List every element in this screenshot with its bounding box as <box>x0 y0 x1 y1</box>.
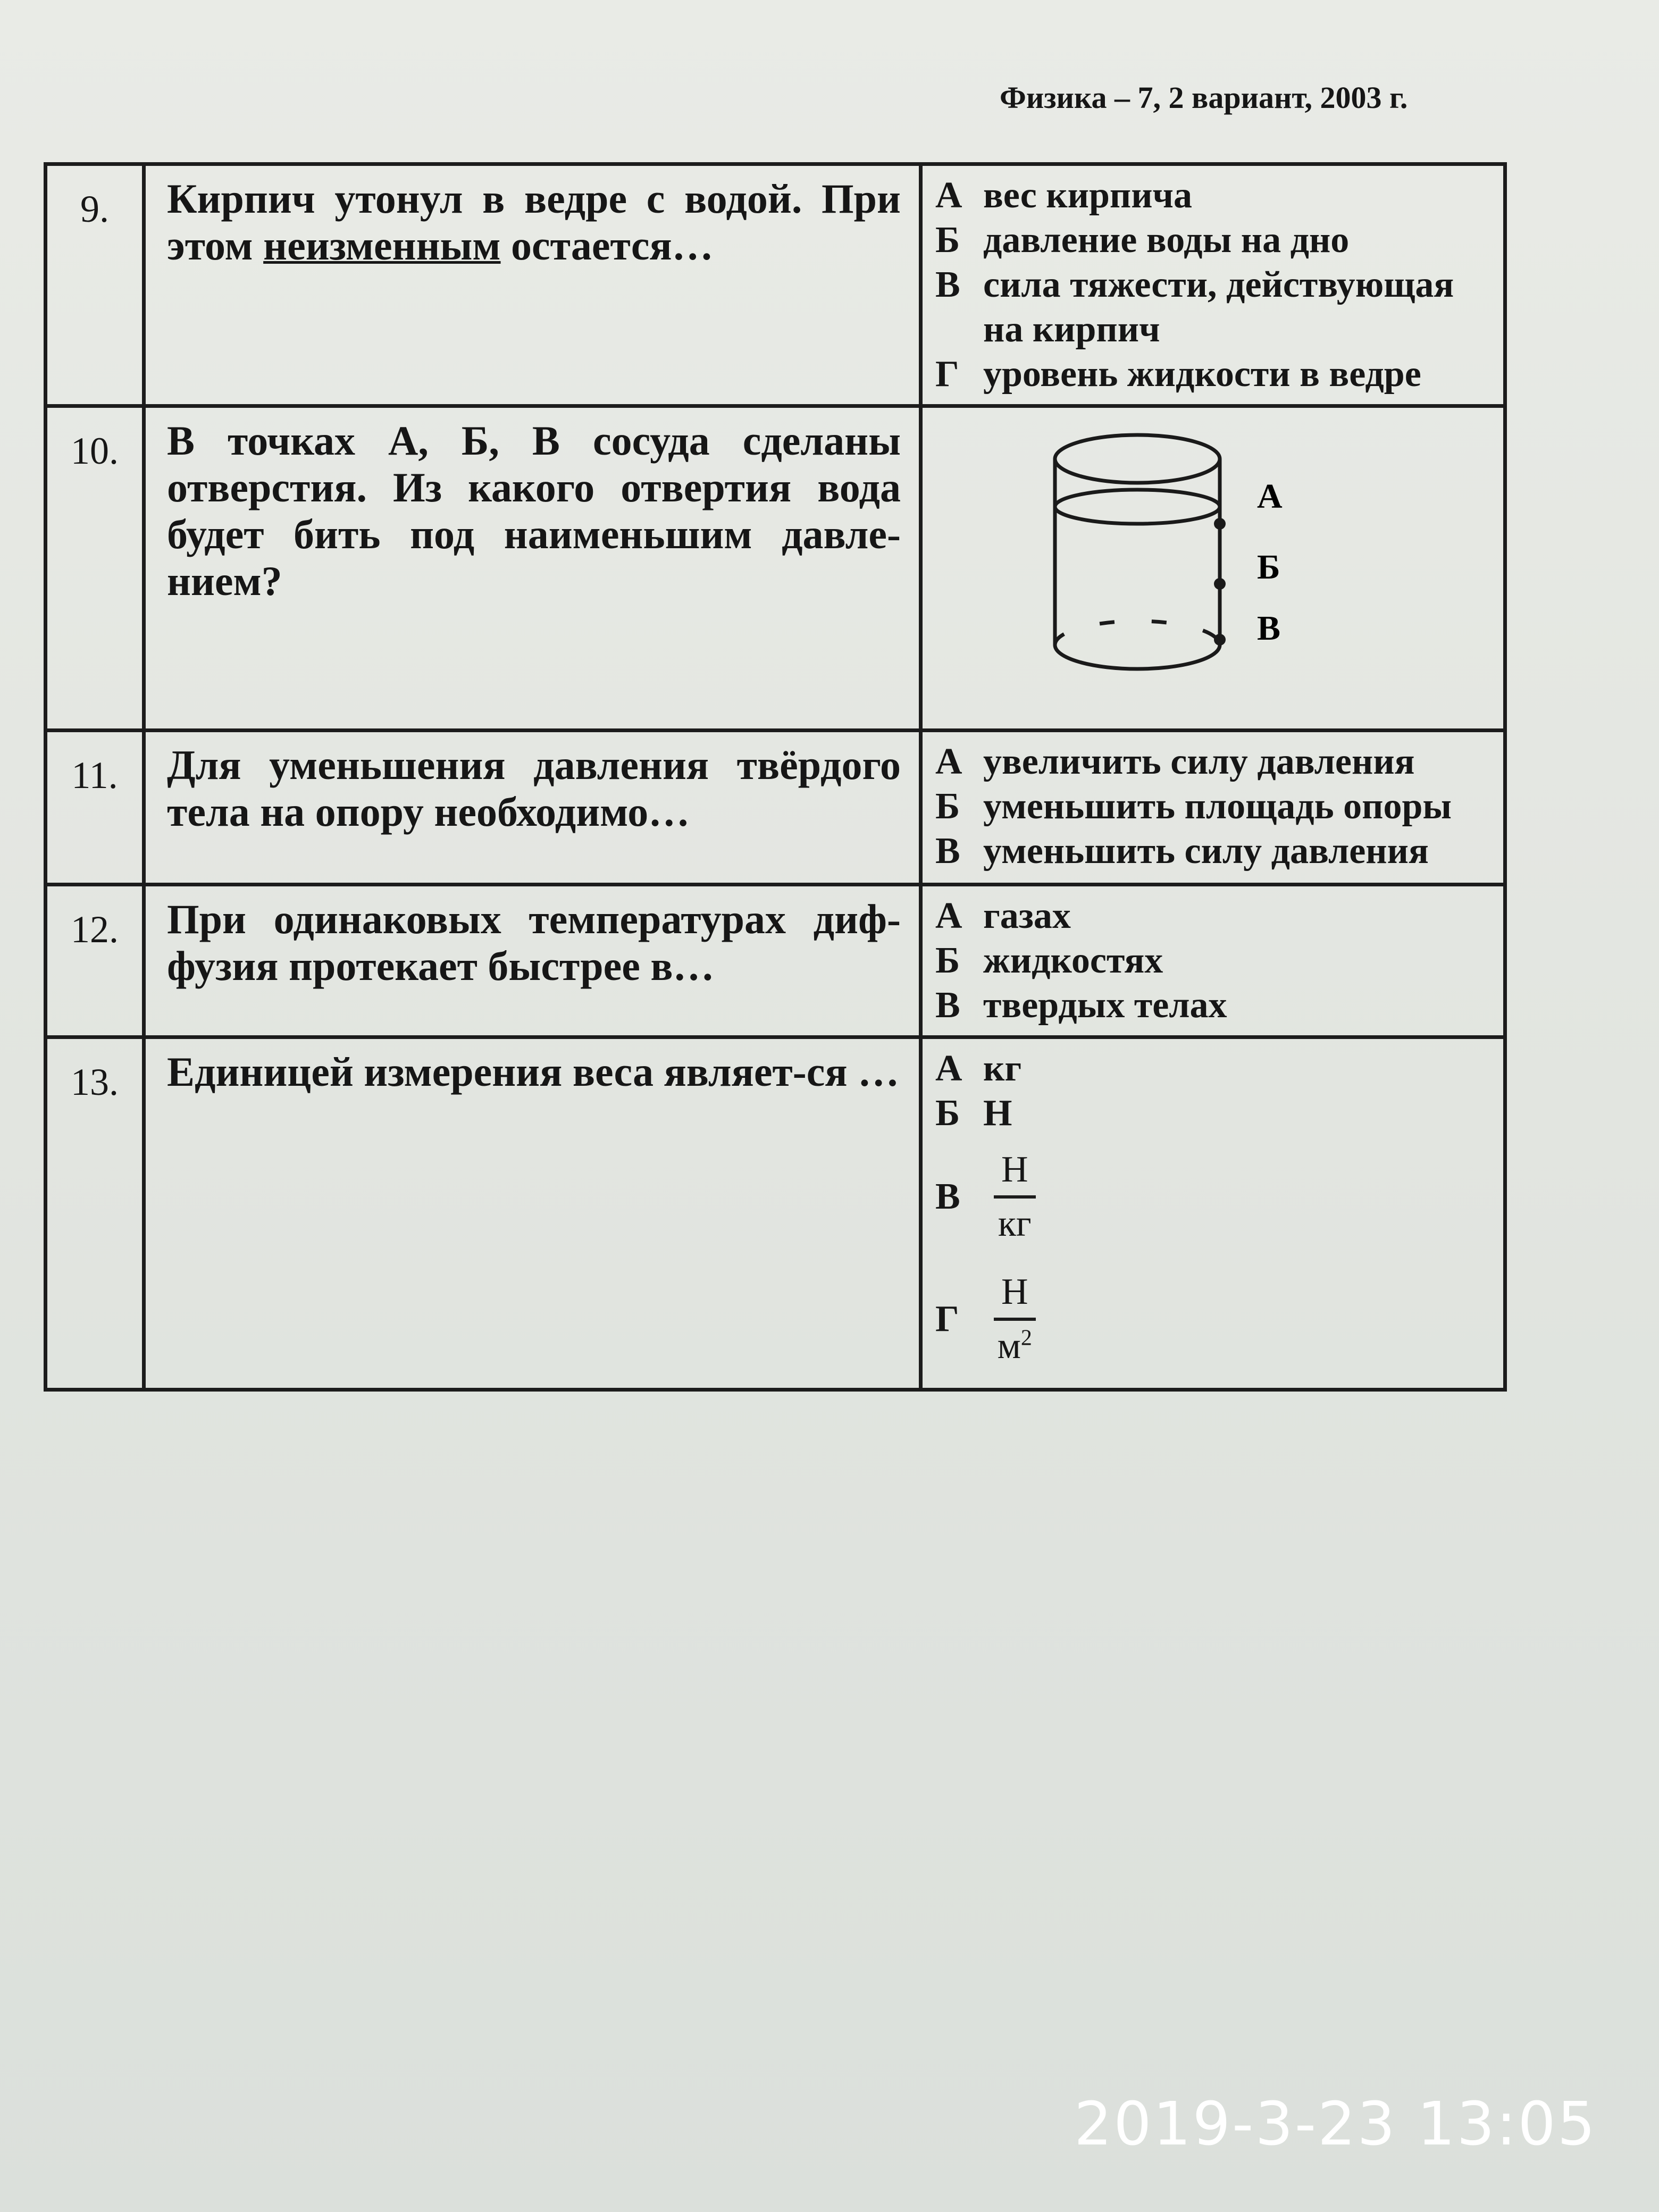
option-a <box>935 740 1492 784</box>
hole-a <box>1214 518 1226 530</box>
question-row-11 <box>46 731 1505 885</box>
option-text-continued: на кирпич <box>983 309 1160 350</box>
question-text-part: остается… <box>500 222 714 269</box>
option-letter: А <box>935 1048 962 1089</box>
option-text: вес кирпича <box>983 175 1193 216</box>
option-text: жидкостях <box>983 940 1163 981</box>
question-number: 10. <box>46 406 144 731</box>
vessel-bottom-back <box>1055 621 1220 645</box>
answer-options <box>921 731 1505 885</box>
question-text: Для уменьшения давления твёрдого тела на опору необходимо… <box>144 731 921 885</box>
answer-options <box>921 164 1505 406</box>
option-letter: А <box>935 895 962 936</box>
label-a: А <box>1257 477 1283 516</box>
option-b <box>935 1091 1492 1136</box>
option-text: Н <box>983 1093 1012 1134</box>
question-number: 11. <box>46 731 144 885</box>
option-letter: Г <box>935 1298 959 1339</box>
question-row-13 <box>46 1037 1505 1390</box>
water-surface <box>1055 490 1220 524</box>
fraction <box>994 1144 1036 1250</box>
option-text: твердых телах <box>983 985 1227 1026</box>
option-b <box>935 939 1492 983</box>
option-letter: В <box>935 1176 960 1217</box>
option-text: уровень жидкости в ведре <box>983 354 1421 395</box>
page-header: Физика – 7, 2 вариант, 2003 г. <box>1000 80 1408 115</box>
option-text: кг <box>983 1048 1022 1089</box>
question-text: Единицей измерения веса являет-ся … <box>144 1037 921 1390</box>
option-v <box>935 983 1492 1028</box>
option-g <box>935 1258 1492 1380</box>
option-text: уменьшить площадь опоры <box>983 786 1452 827</box>
vessel-bottom-front <box>1055 645 1220 669</box>
fraction-denominator: кг <box>998 1203 1032 1244</box>
fraction-numerator: Н <box>994 1267 1036 1321</box>
question-row-9 <box>46 164 1505 406</box>
question-row-12 <box>46 885 1505 1037</box>
question-text-part: В точках <box>167 417 389 464</box>
vessel-diagram <box>1052 427 1329 703</box>
hole-b <box>1214 578 1226 590</box>
points-label: А, Б, В <box>388 417 560 464</box>
option-letter: Б <box>935 1093 960 1134</box>
option-text: увеличить силу давления <box>983 741 1415 782</box>
question-number: 13. <box>46 1037 144 1390</box>
option-letter: Б <box>935 940 960 981</box>
denominator-base: м <box>997 1326 1021 1367</box>
question-text-part: Кирпич утонул в ведре с водой. При этом <box>167 175 901 269</box>
label-b: Б <box>1257 548 1280 586</box>
option-letter: В <box>935 831 960 872</box>
hole-v <box>1214 634 1226 646</box>
option-text: сила тяжести, действующая <box>983 264 1454 305</box>
option-a <box>935 894 1492 939</box>
option-b <box>935 784 1492 829</box>
option-v <box>935 829 1492 874</box>
fraction <box>994 1267 1036 1372</box>
option-letter: Б <box>935 220 960 261</box>
option-letter: Б <box>935 786 960 827</box>
option-letter: А <box>935 741 962 782</box>
denominator-exponent: 2 <box>1020 1326 1032 1351</box>
question-text <box>144 164 921 406</box>
answer-options <box>921 885 1505 1037</box>
option-letter: В <box>935 264 960 305</box>
question-row-10 <box>46 406 1505 731</box>
label-v: В <box>1257 609 1281 648</box>
quiz-table <box>44 162 1507 1392</box>
question-number: 9. <box>46 164 144 406</box>
option-a <box>935 1046 1492 1091</box>
option-letter: А <box>935 175 962 216</box>
question-text: При одинаковых температурах диф-фузия протекает быстрее в… <box>144 885 921 1037</box>
fraction-numerator: Н <box>994 1144 1036 1199</box>
option-text: давление воды на дно <box>983 220 1350 261</box>
option-v <box>935 1136 1492 1258</box>
photo-timestamp: 2019-3-23 13:05 <box>1074 2090 1597 2159</box>
question-text-part: сосуда сделаны отверстия. Из какого отвертия вода будет бить под наименьшим давле-нием? <box>167 417 901 604</box>
option-text: уменьшить силу давления <box>983 831 1429 872</box>
answer-options <box>921 1037 1505 1390</box>
question-number: 12. <box>46 885 144 1037</box>
underlined-word: неизменным <box>263 222 501 269</box>
question-text <box>144 406 921 731</box>
vessel-top-rim <box>1055 435 1220 483</box>
fraction-denominator <box>998 1321 1032 1372</box>
option-b <box>935 218 1492 263</box>
option-v <box>935 263 1492 307</box>
option-g <box>935 352 1492 397</box>
option-text: газах <box>983 895 1071 936</box>
option-letter: Г <box>935 354 959 395</box>
vessel-diagram-cell <box>921 406 1505 731</box>
option-letter: В <box>935 985 960 1026</box>
option-a <box>935 173 1492 218</box>
